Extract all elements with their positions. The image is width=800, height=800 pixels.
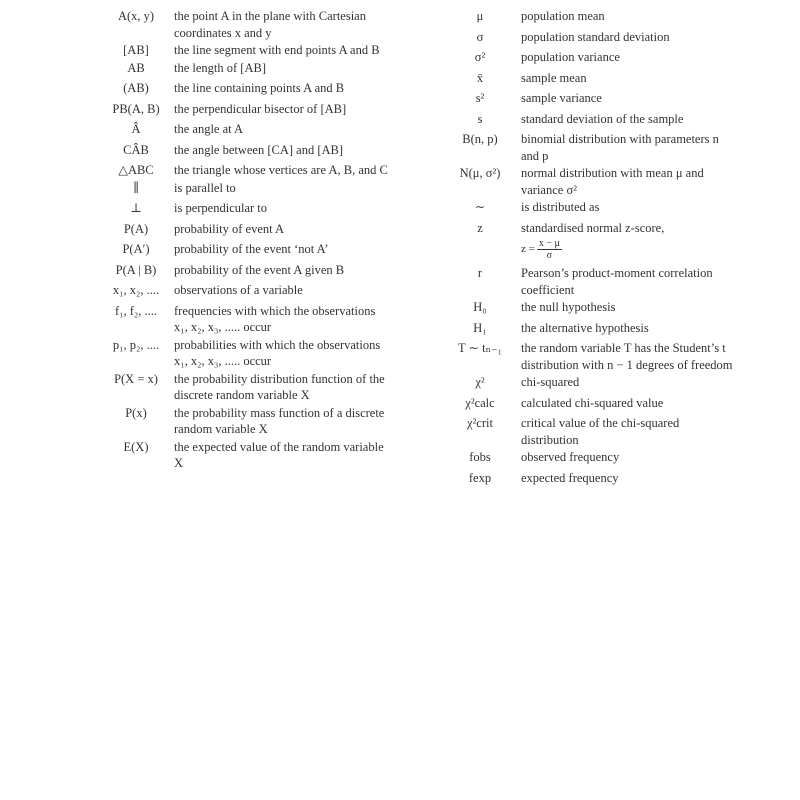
notation-row <box>98 200 388 217</box>
definition-text: population mean <box>521 9 605 23</box>
definition-text: the null hypothesis <box>521 300 616 314</box>
notation-symbol: △ABC <box>118 163 154 177</box>
notation-symbol: s <box>477 111 483 126</box>
fraction-numerator: x − μ <box>538 238 560 249</box>
definition-text: the line containing points A and B <box>174 81 345 95</box>
notation-symbol: P(X = x) <box>114 371 158 386</box>
notation-symbol: χ²crit <box>467 416 493 430</box>
notation-symbol: ∼ <box>474 200 486 214</box>
notation-row <box>98 405 388 438</box>
notation-definition <box>174 282 388 299</box>
notation-row <box>440 49 740 66</box>
notation-definition <box>520 90 740 107</box>
definition-text: probability of the event ‘not A’ <box>174 242 329 256</box>
notation-row <box>98 162 388 179</box>
notation-row <box>98 60 388 77</box>
notation-definition <box>520 320 740 337</box>
notation-row <box>440 470 740 487</box>
definition-text: the angle at A <box>174 122 244 136</box>
notation-symbol: Â <box>131 122 141 136</box>
notation-definition <box>520 8 740 25</box>
notation-definition <box>174 405 388 438</box>
definition-text: probability of event A <box>174 221 285 236</box>
notation-definition <box>520 470 740 487</box>
notation-symbol: N(μ, σ²) <box>459 166 501 180</box>
notation-row <box>98 180 388 197</box>
notation-definition <box>520 449 740 466</box>
notation-row <box>440 70 740 87</box>
notation-symbol: x₁, x₂, .... <box>112 283 160 297</box>
notation-symbol: P(A | B) <box>115 262 157 277</box>
notation-definition <box>174 42 388 59</box>
notation-symbol: PB(A, B) <box>112 101 160 116</box>
notation-definition <box>174 241 388 258</box>
notation-row <box>98 241 388 258</box>
notation-symbol: σ² <box>474 50 486 64</box>
notation-definition <box>174 262 388 279</box>
notation-row <box>440 415 740 448</box>
notation-definition <box>520 395 740 412</box>
notation-definition <box>174 200 388 217</box>
definition-text: frequencies with which the observations x₁, x₂, x₃, ..... occur <box>174 303 376 334</box>
definition-text: probability of the event A given B <box>174 262 345 277</box>
notation-symbol: fobs <box>469 450 491 464</box>
notation-definition <box>174 337 388 370</box>
formula-lhs: z = <box>521 243 535 256</box>
definition-text: is distributed as <box>521 200 600 214</box>
notation-symbol: B(n, p) <box>462 132 498 146</box>
notation-symbol: A(x, y) <box>117 9 155 23</box>
notation-row <box>98 8 388 41</box>
notation-symbol: χ²calc <box>465 395 495 410</box>
notation-definition <box>174 371 388 404</box>
definition-text: binomial distribution with parameters n and p <box>521 132 719 163</box>
definition-text: population variance <box>521 50 620 64</box>
definition-text: the point A in the plane with Cartesian coordinates x and y <box>174 9 366 40</box>
definition-text: chi-squared <box>521 375 580 389</box>
notation-row <box>98 121 388 138</box>
definition-text: standard deviation of the sample <box>521 111 684 126</box>
notation-row <box>98 337 388 370</box>
z-score-formula <box>521 238 740 261</box>
fraction-denominator: σ <box>546 250 553 261</box>
definition-text: the alternative hypothesis <box>521 320 649 335</box>
notation-row <box>440 265 740 298</box>
notation-definition <box>174 162 388 179</box>
notation-definition <box>174 221 388 238</box>
definition-text: normal distribution with mean μ and variance σ² <box>521 166 704 197</box>
definition-text: the expected value of the random variable X <box>174 439 384 470</box>
notation-row <box>440 374 740 391</box>
notation-row <box>98 282 388 299</box>
notation-definition <box>174 101 388 118</box>
notation-symbol: (AB) <box>123 81 149 95</box>
notation-symbol: E(X) <box>123 439 149 454</box>
notation-definition <box>520 199 740 216</box>
formula-fraction <box>537 238 562 261</box>
notation-row <box>440 320 740 337</box>
definition-text: sample variance <box>521 91 602 105</box>
notation-row <box>98 142 388 159</box>
notation-symbol: f₁, f₂, .... <box>114 303 158 318</box>
notation-row <box>98 80 388 97</box>
notation-row <box>98 101 388 118</box>
definition-text: is perpendicular to <box>174 201 268 215</box>
definition-text: Pearson’s product-moment correlation coefficient <box>521 266 713 297</box>
notation-symbol: r <box>477 266 483 280</box>
definition-text: the length of [AB] <box>174 60 266 75</box>
notation-row <box>440 220 740 262</box>
definition-text: population standard deviation <box>521 29 670 44</box>
notation-row <box>440 111 740 128</box>
right-notation-column <box>440 8 740 490</box>
notation-row <box>98 42 388 59</box>
notation-row <box>440 90 740 107</box>
notation-row <box>440 165 740 198</box>
definition-text: the angle between [CA] and [AB] <box>174 142 344 157</box>
notation-definition <box>520 299 740 316</box>
definition-text: observed frequency <box>521 450 620 464</box>
notation-symbol: σ <box>476 29 484 44</box>
left-notation-column <box>98 8 388 473</box>
notation-definition <box>520 111 740 128</box>
notation-symbol: P(A′) <box>122 242 150 256</box>
notation-symbol: μ <box>476 9 484 23</box>
notation-symbol: [AB] <box>123 43 149 57</box>
definition-text: critical value of the chi-squared distribution <box>521 416 680 447</box>
notation-row <box>98 262 388 279</box>
definition-text: probabilities with which the observations x₁, x₂, x₃, ..... occur <box>174 337 381 368</box>
notation-symbol: CÂB <box>123 142 149 157</box>
notation-row <box>440 340 740 373</box>
notation-definition <box>174 8 388 41</box>
notation-definition <box>520 131 740 164</box>
notation-row <box>98 303 388 336</box>
notation-symbol: ∥ <box>133 180 139 195</box>
notation-row <box>440 29 740 46</box>
notation-definition <box>520 415 740 448</box>
notation-definition <box>174 80 388 97</box>
notation-definition <box>520 70 740 87</box>
notation-symbol: H₀ <box>473 300 487 314</box>
notation-definition <box>174 121 388 138</box>
definition-text: is parallel to <box>174 180 236 195</box>
notation-symbol: s² <box>475 91 485 105</box>
notation-symbol: P(A) <box>123 221 149 236</box>
notation-symbol: AB <box>127 60 145 75</box>
notation-row <box>440 449 740 466</box>
definition-text: calculated chi-squared value <box>521 395 664 410</box>
notation-row <box>440 8 740 25</box>
notation-definition <box>174 142 388 159</box>
notation-definition <box>520 340 740 373</box>
definition-text: the probability distribution function of the discrete random variable X <box>174 371 385 402</box>
notation-definition <box>520 220 740 262</box>
definition-text: observations of a variable <box>174 283 303 297</box>
notation-symbol: p₁, p₂, .... <box>112 337 160 352</box>
notation-row <box>98 221 388 238</box>
definition-text: the line segment with end points A and B <box>174 43 380 57</box>
notation-symbol: T ∼ tₙ₋₁ <box>458 341 502 355</box>
notation-definition <box>520 29 740 46</box>
notation-symbol: x̄ <box>476 70 484 85</box>
definition-text: the triangle whose vertices are A, B, and C <box>174 163 388 177</box>
notation-definition <box>174 180 388 197</box>
notation-symbol: H₁ <box>473 320 487 335</box>
notation-row <box>440 131 740 164</box>
notation-row <box>440 299 740 316</box>
notation-symbol: ⊥ <box>130 201 142 215</box>
definition-text: the perpendicular bisector of [AB] <box>174 101 347 116</box>
notation-definition <box>520 265 740 298</box>
definition-text: standardised normal z-score, <box>521 220 665 235</box>
notation-definition <box>520 49 740 66</box>
notation-row <box>440 395 740 412</box>
notation-row <box>98 439 388 472</box>
definition-text: the probability mass function of a discrete random variable X <box>174 405 385 436</box>
definition-text: expected frequency <box>521 470 619 485</box>
notation-symbol: χ² <box>475 375 485 389</box>
notation-row <box>98 371 388 404</box>
notation-definition <box>174 303 388 336</box>
definition-text: the random variable T has the Student’s t distribution with n − 1 degrees of freedom <box>521 341 733 372</box>
notation-definition <box>174 439 388 472</box>
notation-row <box>440 199 740 216</box>
notation-symbol: fexp <box>468 470 492 485</box>
notation-definition <box>174 60 388 77</box>
notation-symbol: P(x) <box>125 405 147 420</box>
notation-definition <box>520 374 740 391</box>
definition-text: sample mean <box>521 70 587 85</box>
notation-symbol: z <box>477 220 483 235</box>
notation-definition <box>520 165 740 198</box>
